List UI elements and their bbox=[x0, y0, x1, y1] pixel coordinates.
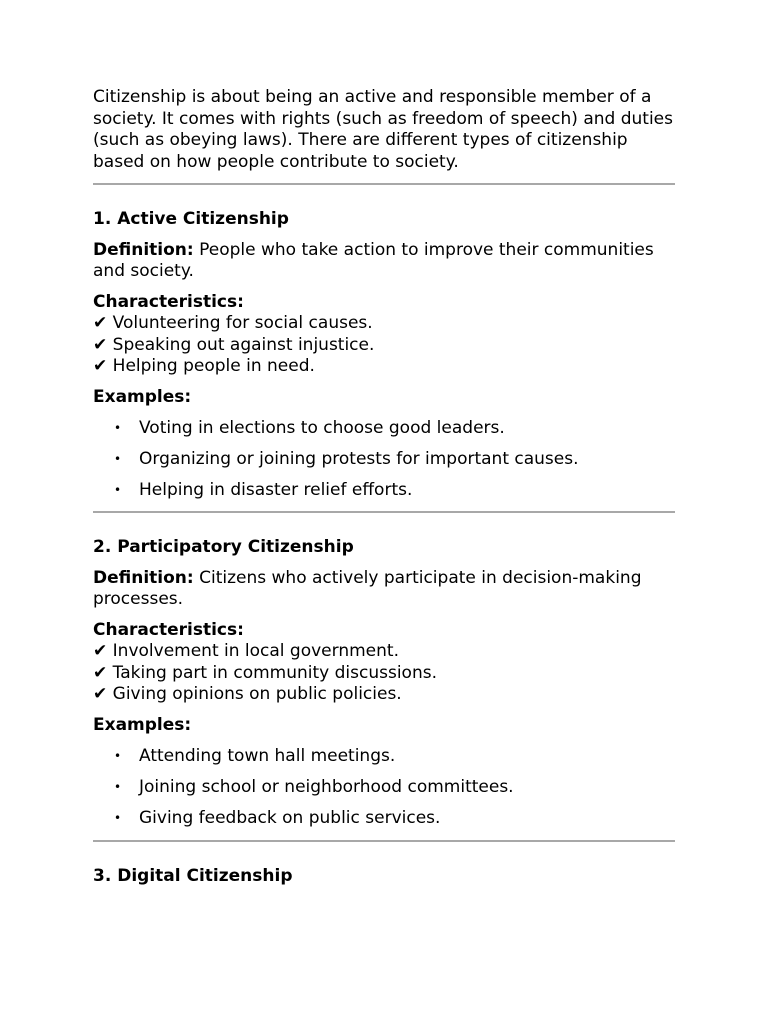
check-icon: ✔ bbox=[93, 313, 108, 333]
characteristics-label: Characteristics: bbox=[93, 619, 244, 640]
examples-list bbox=[93, 418, 675, 502]
section-title: 2. Participatory Citizenship bbox=[93, 537, 354, 558]
characteristic-item: ✔ Taking part in community discussions. bbox=[93, 662, 437, 683]
definition-paragraph bbox=[93, 568, 675, 611]
section-title: 3. Digital Citizenship bbox=[93, 865, 293, 886]
characteristics-block bbox=[93, 620, 675, 706]
definition-paragraph bbox=[93, 240, 675, 283]
check-icon: ✔ bbox=[93, 356, 108, 376]
characteristic-item: ✔ Helping people in need. bbox=[93, 356, 315, 376]
example-item: • Organizing or joining protests for important causes. bbox=[114, 448, 579, 469]
characteristic-item: ✔ Involvement in local government. bbox=[93, 641, 399, 662]
characteristics-block bbox=[93, 292, 675, 378]
check-icon: ✔ bbox=[93, 684, 108, 705]
examples-label: Examples: bbox=[93, 714, 192, 735]
examples-list bbox=[93, 746, 675, 830]
section-digital-citizenship bbox=[93, 866, 675, 888]
check-icon: ✔ bbox=[93, 334, 108, 355]
characteristic-item: ✔ Speaking out against injustice. bbox=[93, 334, 375, 355]
example-item: • Voting in elections to choose good leaders. bbox=[114, 417, 505, 438]
examples-label: Examples: bbox=[93, 386, 192, 407]
bullet-icon: • bbox=[114, 779, 122, 794]
section-divider bbox=[93, 183, 675, 185]
example-item: • Joining school or neighborhood committees. bbox=[114, 776, 514, 797]
bullet-icon: • bbox=[114, 811, 122, 826]
intro-paragraph: Citizenship is about being an active and responsible member of a society. It comes with rights (such as freedom of speech) and duties (such as obeying laws). There are different types of citizenship based on how people contribute to society. bbox=[93, 87, 673, 172]
section-divider bbox=[93, 840, 675, 842]
characteristic-item: ✔ Giving opinions on public policies. bbox=[93, 684, 402, 705]
check-icon: ✔ bbox=[93, 641, 108, 662]
bullet-icon: • bbox=[114, 451, 122, 466]
definition-label: Definition: bbox=[93, 567, 194, 588]
example-item: • Giving feedback on public services. bbox=[114, 808, 441, 829]
bullet-icon: • bbox=[114, 482, 122, 497]
bullet-icon: • bbox=[114, 420, 122, 435]
bullet-icon: • bbox=[114, 748, 122, 763]
definition-text: People who take action to improve their communities and society. bbox=[93, 239, 654, 281]
document-content bbox=[93, 87, 675, 896]
section-divider bbox=[93, 511, 675, 513]
section-participatory-citizenship bbox=[93, 537, 675, 829]
check-icon: ✔ bbox=[93, 662, 108, 683]
example-item: • Attending town hall meetings. bbox=[114, 745, 396, 766]
example-item: • Helping in disaster relief efforts. bbox=[114, 479, 413, 500]
characteristics-label: Characteristics: bbox=[93, 291, 244, 312]
definition-text: Citizens who actively participate in decision-making processes. bbox=[93, 567, 642, 610]
definition-label: Definition: bbox=[93, 239, 194, 260]
characteristic-item: ✔ Volunteering for social causes. bbox=[93, 313, 373, 333]
section-active-citizenship bbox=[93, 209, 675, 501]
section-title: 1. Active Citizenship bbox=[93, 209, 289, 229]
